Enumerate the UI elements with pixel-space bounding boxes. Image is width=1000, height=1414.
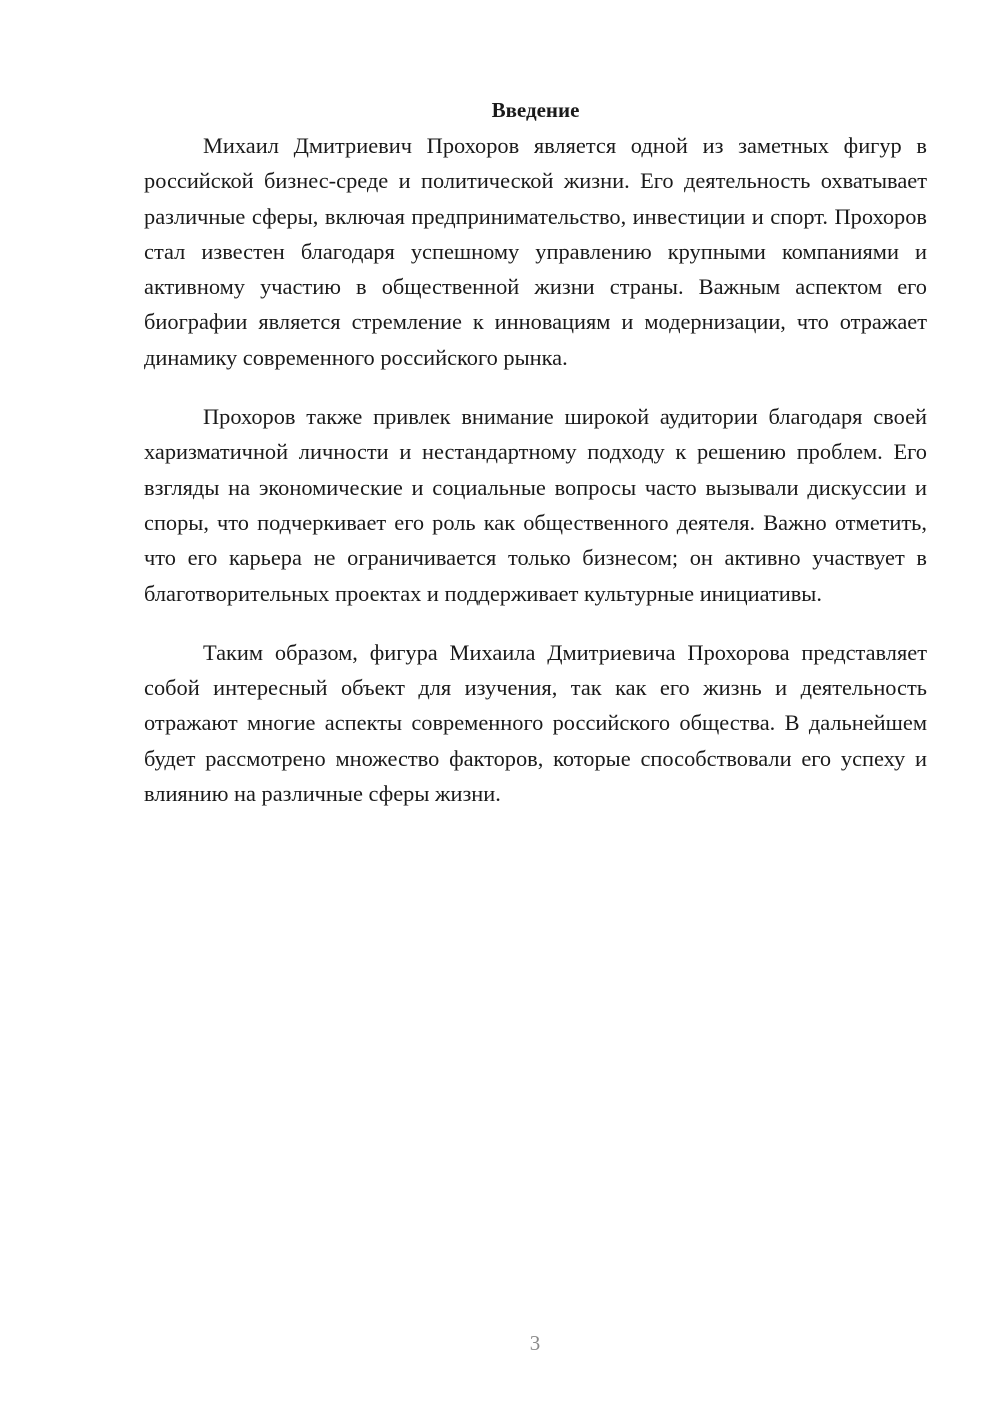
section-heading: Введение (491, 98, 580, 122)
page-number: 3 (529, 1331, 541, 1355)
body-paragraph-3: Таким образом, фигура Михаила Дмитриевича Прохорова представляет собой интересный объект для изучения, так как его жизнь и деятельность отражают многие аспекты современного российского общества. В дальнейшем будет рассмотрено множество факторов, которые способствовали его успеху и влиянию на различные сферы жизни. (144, 639, 927, 807)
body-paragraph-2: Прохоров также привлек внимание широкой аудитории благодаря своей харизматичной личности и нестандартному подходу к решению проблем. Его взгляды на экономические и социальные вопросы часто вызывали дискуссии и споры, что подчеркивает его роль как общественного деятеля. Важно отметить, что его карьера не ограничивается только бизнесом; он активно участвует в благотворительных проектах и поддерживает культурные инициативы. (144, 404, 927, 606)
body-paragraph-1: Михаил Дмитриевич Прохоров является одной из заметных фигур в российской бизнес-среде и политической жизни. Его деятельность охватывает различные сферы, включая предпринимательство, инвестиции и спорт. Прохоров стал известен благодаря успешному управлению крупными компаниями и активному участию в общественной жизни страны. Важным аспектом его биографии является стремление к инновациям и модернизации, что отражает динамику современного российского рынка. (144, 133, 927, 370)
page-content (144, 92, 927, 835)
